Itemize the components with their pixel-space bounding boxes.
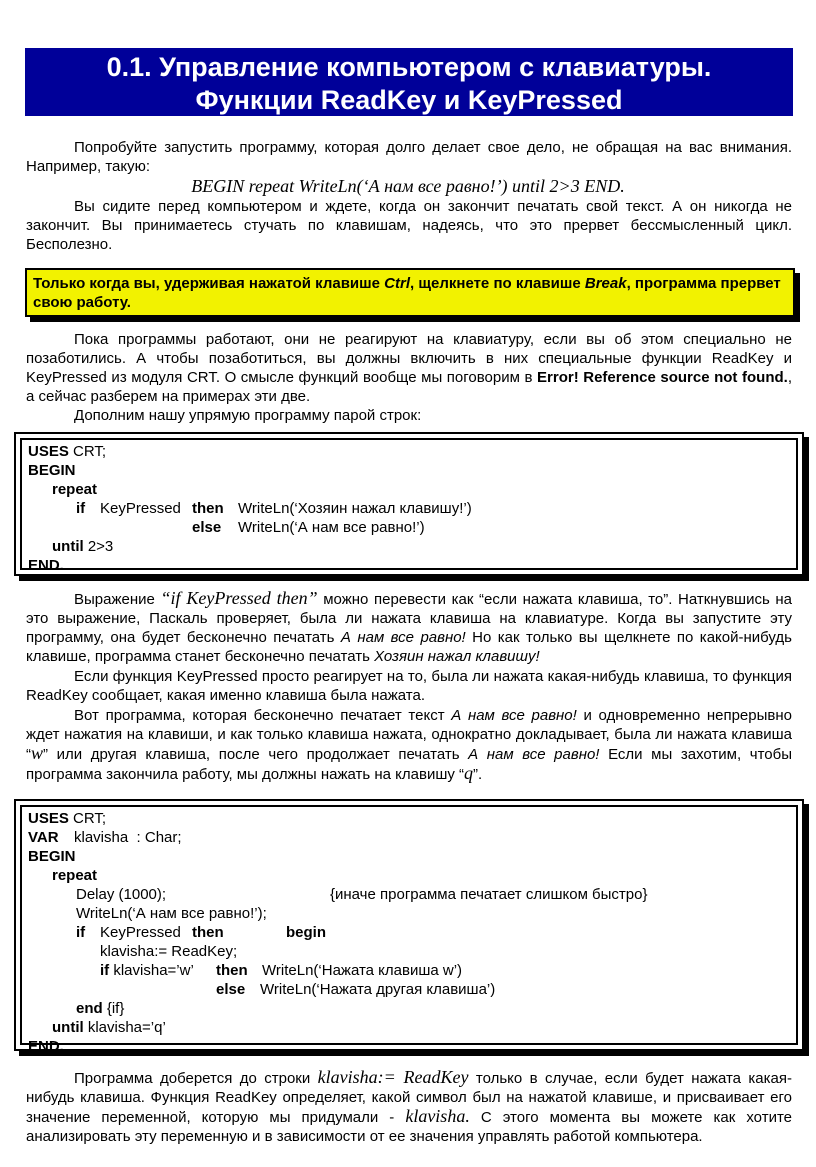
- code-line: [52, 1018, 166, 1037]
- note-part: Только когда вы, удерживая нажатой клавише: [33, 275, 385, 292]
- code-text: WriteLn(‘Хозяин нажал клавишу!’): [238, 500, 472, 517]
- paragraph-5: [26, 589, 792, 666]
- paragraph-1: Попробуйте запустить программу, которая долго делает свое дело, не обращая на вас внимания. Например, такую:: [26, 139, 792, 175]
- code-comment: {иначе программа печатает слишком быстро}: [330, 886, 648, 903]
- code-text: WriteLn(‘А нам все равно!’): [238, 519, 425, 536]
- italic-text: А нам все равно!: [451, 707, 577, 724]
- code-kw-var: VAR: [28, 829, 59, 846]
- code-line: [28, 442, 106, 461]
- code-block-2-inner: [20, 805, 798, 1055]
- code-block-1-inner: [20, 438, 798, 574]
- p7-text: и одновременно непрерывно ждет нажатия на клавиши, и как только клавиша нажата, однократно докладывает, была ли нажата клавиша “: [26, 707, 792, 763]
- key-w: w: [31, 743, 44, 763]
- code-line: repeat: [52, 867, 98, 884]
- expression-readkey: klavisha:= ReadKey: [317, 1067, 469, 1087]
- p3-text: Пока программы работают, они не реагируют на клавиатуру, если вы об этом специально не позаботились. А чтобы позаботиться, вы должны включить в них специальные функции ReadKey и KeyPressed из модуля CRT. О смысле функций вообще мы поговорим в: [26, 331, 792, 386]
- note-part: , щелкнете по клавише: [410, 275, 585, 292]
- code-line: [76, 999, 124, 1018]
- p7-text: ”.: [473, 766, 483, 783]
- code-block-2: [14, 799, 804, 1055]
- code-line: BEGIN: [28, 848, 76, 865]
- code-text: {if}: [102, 1000, 125, 1017]
- code-line: END.: [28, 1038, 64, 1055]
- p5-text: Выражение: [74, 591, 161, 608]
- code-text: 2>3: [83, 538, 114, 555]
- p8-text: Программа доберется до строки: [74, 1070, 318, 1087]
- code-line: repeat: [52, 481, 98, 498]
- code-text: KeyPressed: [100, 500, 181, 517]
- code-text: CRT;: [68, 810, 107, 827]
- code-kw-if: if: [76, 924, 86, 941]
- p5-text: можно перевести как “если нажата клавиша, то”. Наткнувшись на это выражение, Паскаль проверяет, была ли нажата клавиша на клавиатуре. Когда вы запустите эту программу, она будет бесконечно печатать: [26, 591, 792, 646]
- p8-text: только в случае, если будет нажата какая-нибудь клавиша. Функция ReadKey определяет, какой символ был на нажатой клавише, и присваивает его значение переменной, которую мы придумали -: [26, 1070, 792, 1126]
- formula-program: BEGIN repeat WriteLn(‘А нам все равно!’) until 2>3 END.: [191, 176, 625, 196]
- kw: USES: [28, 810, 69, 827]
- code-kw-then: then: [216, 962, 248, 979]
- italic-text: А нам все равно!: [468, 746, 600, 763]
- code-text: klavisha=’w’: [109, 962, 194, 979]
- code-text: klavisha=’q’: [83, 1019, 166, 1036]
- note-ctrl-key: Ctrl: [384, 275, 411, 292]
- kw: if: [100, 962, 110, 979]
- kw: until: [52, 538, 84, 555]
- code-text: klavisha : Char;: [74, 829, 182, 846]
- code-line: END.: [28, 557, 64, 574]
- code-line: [100, 961, 194, 980]
- paragraph-6: Если функция KeyPressed просто реагирует на то, была ли нажата какая-нибудь клавиша, то функция ReadKey сообщает, какая именно клавиша была нажата.: [26, 668, 792, 704]
- page-title-line-2: Функции ReadKey и KeyPressed: [195, 85, 623, 115]
- p5-text: Но как только вы щелкнете по какой-нибудь клавише, программа станет бесконечно печатать: [26, 629, 792, 665]
- note-break-key: Break: [584, 275, 627, 292]
- code-text: WriteLn(‘А нам все равно!’);: [76, 905, 267, 922]
- paragraph-3: [26, 330, 792, 406]
- paragraph-2: Вы сидите перед компьютером и ждете, когда он закончит печатать свой текст. А он никогда не закончит. Вы принимаетесь стучать по клавишам, надеясь, что это прервет бессмысленный цикл. Бесполезно.: [26, 198, 792, 253]
- code-line: [52, 537, 113, 556]
- code-text: WriteLn(‘Нажата клавиша w’): [262, 962, 463, 979]
- kw: end: [76, 1000, 103, 1017]
- title-banner: [25, 48, 793, 116]
- code-kw-then: then: [192, 500, 224, 517]
- expression-if-keypressed: “if KeyPressed then”: [160, 588, 318, 608]
- italic-text: Хозяин нажал клавишу!: [374, 648, 540, 665]
- code-kw-begin: begin: [286, 924, 326, 941]
- code-text: CRT;: [68, 443, 107, 460]
- code-text: WriteLn(‘Нажата другая клавиша’): [260, 981, 496, 998]
- code-line: BEGIN: [28, 462, 76, 479]
- paragraph-8: [26, 1068, 792, 1146]
- italic-text: А нам все равно!: [340, 629, 466, 646]
- code-kw-if: if: [76, 500, 86, 517]
- code-kw-else: else: [216, 981, 246, 998]
- p7-text: Вот программа, которая бесконечно печатает текст: [74, 707, 452, 724]
- variable-klavisha: klavisha.: [405, 1106, 470, 1126]
- paragraph-4: Дополним нашу упрямую программу парой строк:: [74, 407, 422, 424]
- code-kw-else: else: [192, 519, 222, 536]
- note-box: [25, 268, 795, 317]
- code-block-1: [14, 432, 804, 576]
- p3-text: , а сейчас разберем на примерах эти две.: [26, 369, 792, 405]
- p7-text: Если мы захотим, чтобы программа закончила работу, мы должны нажать на клавишу “: [26, 746, 792, 783]
- p8-text: С этого момента вы можете как хотите анализировать эту переменную и в зависимости от ее значения управлять работой компьютера.: [26, 1109, 792, 1145]
- p7-text: ” или другая клавиша, после чего продолжает печатать: [43, 746, 469, 763]
- code-kw-then: then: [192, 924, 224, 941]
- kw: until: [52, 1019, 84, 1036]
- reference-error: Error! Reference source not found.: [537, 369, 788, 386]
- note-part: , программа прервет свою работу.: [33, 275, 781, 311]
- note-text: [27, 270, 793, 316]
- paragraph-7: [26, 706, 792, 784]
- kw: USES: [28, 443, 69, 460]
- key-q: q: [464, 763, 474, 783]
- code-text: KeyPressed: [100, 924, 181, 941]
- code-text: Delay (1000);: [76, 886, 167, 903]
- code-line: [28, 809, 106, 828]
- page-title-line-1: 0.1. Управление компьютером с клавиатуры.: [106, 52, 712, 82]
- code-text: klavisha:= ReadKey;: [100, 943, 238, 960]
